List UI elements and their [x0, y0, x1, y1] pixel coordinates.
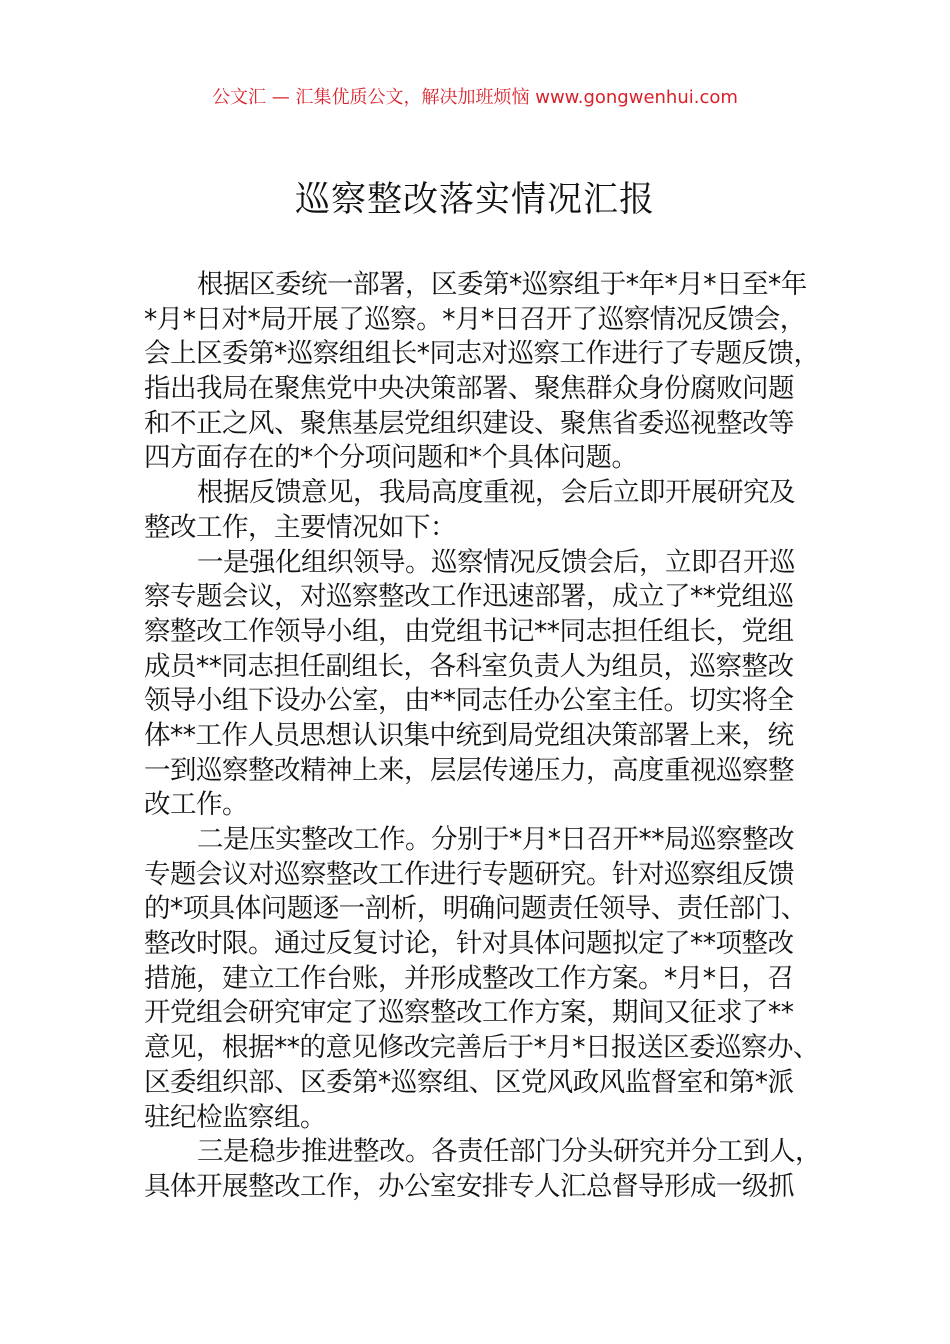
text-line: 会上区委第*巡察组组长*同志对巡察工作进行了专题反馈，: [144, 338, 820, 370]
text-line: 意见，根据**的意见修改完善后于*月*日报送区委巡察办、: [144, 1032, 819, 1064]
text-line: 根据反馈意见，我局高度重视，会后立即开展研究及: [197, 477, 795, 509]
text-line: 开党组会研究审定了巡察整改工作方案，期间又征求了**: [144, 997, 794, 1029]
text-line: 指出我局在聚焦党中央决策部署、聚焦群众身份腐败问题: [144, 373, 794, 405]
document-title: 巡察整改落实情况汇报: [294, 180, 655, 220]
paragraph-summary: [144, 476, 844, 545]
text-line: 措施，建立工作台账，并形成整改工作方案。*月*日，召: [144, 962, 794, 994]
text-line: 一是强化组织领导。巡察情况反馈会后，立即召开巡: [197, 546, 795, 578]
text-line: *月*日对*局开展了巡察。*月*日召开了巡察情况反馈会，: [144, 303, 806, 335]
text-line: 二是压实整改工作。分别于*月*日召开**局巡察整改: [197, 824, 794, 855]
text-line: 察专题会议，对巡察整改工作迅速部署，成立了**党组巡: [144, 581, 794, 613]
text-line: 驻纪检监察组。: [144, 1101, 326, 1133]
document-body: [144, 268, 844, 1205]
text-line: 成员**同志担任副组长，各科室负责人为组员，巡察整改: [144, 650, 794, 682]
text-line: 根据区委统一部署，区委第*巡察组于*年*月*日至*年: [197, 269, 807, 300]
text-line: 察整改工作领导小组，由党组书记**同志担任组长，党组: [144, 615, 794, 647]
text-line: 三是稳步推进整改。各责任部门分头研究并分工到人，: [197, 1136, 821, 1168]
paragraph-point-one: [144, 546, 844, 824]
text-line: 区委组织部、区委第*巡察组、区党风政风监督室和第*派: [144, 1066, 794, 1098]
text-line: 四方面存在的*个分项问题和*个具体问题。: [144, 442, 638, 474]
text-line: 领导小组下设办公室，由**同志任办公室主任。切实将全: [144, 685, 794, 717]
paragraph-point-two: [144, 823, 844, 1135]
paragraph-point-three: [144, 1135, 844, 1204]
text-line: 具体开展整改工作，办公室安排专人汇总督导形成一级抓: [144, 1170, 794, 1202]
text-line: 整改时限。通过反复讨论，针对具体问题拟定了**项整改: [144, 928, 794, 960]
watermark-header: 公文汇 — 汇集优质公文，解决加班烦恼 www.gongwenhui.com: [212, 87, 738, 108]
text-line: 专题会议对巡察整改工作进行专题研究。针对巡察组反馈: [144, 858, 794, 890]
paragraph-intro: [144, 268, 844, 476]
text-line: 体**工作人员思想认识集中统到局党组决策部署上来，统: [144, 719, 794, 751]
text-line: 一到巡察整改精神上来，层层传递压力，高度重视巡察整: [144, 754, 794, 786]
text-line: 的*项具体问题逐一剖析，明确问题责任领导、责任部门、: [144, 893, 807, 925]
text-line: 改工作。: [144, 789, 248, 821]
text-line: 整改工作，主要情况如下：: [144, 511, 456, 543]
text-line: 和不正之风、聚焦基层党组织建设、聚焦省委巡视整改等: [144, 407, 794, 439]
